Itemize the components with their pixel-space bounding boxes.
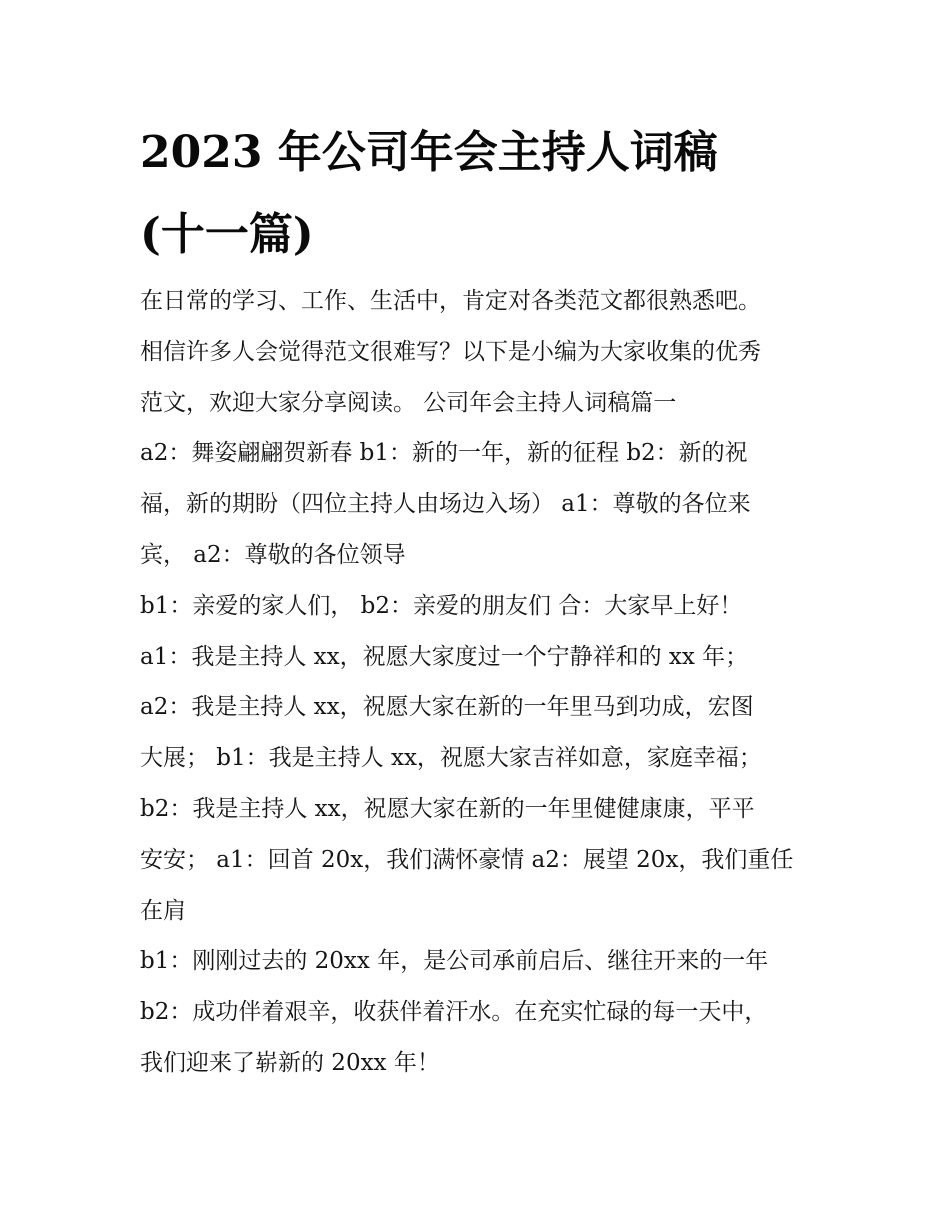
body-line: a2：我是主持人 xx，祝愿大家在新的一年里马到功成，宏图 <box>140 694 754 721</box>
body-line: 范文，欢迎大家分享阅读。 公司年会主持人词稿篇一 <box>140 389 677 416</box>
body-line: b1：刚刚过去的 20xx 年，是公司承前启后、继往开来的一年 <box>140 948 769 975</box>
body-line: 相信许多人会觉得范文很难写？以下是小编为大家收集的优秀 <box>140 338 761 365</box>
body-line: 宾， a2：尊敬的各位领导 <box>140 541 406 568</box>
body-line: b2：我是主持人 xx，祝愿大家在新的一年里健健康康，平平 <box>140 795 755 822</box>
body-line: 福，新的期盼（四位主持人由场边入场） a1：尊敬的各位来 <box>140 491 751 518</box>
title-line: (十一篇) <box>140 209 314 260</box>
body-line: a1：我是主持人 xx，祝愿大家度过一个宁静祥和的 xx 年； <box>140 643 749 670</box>
body-line: 在肩 <box>140 897 186 924</box>
title-line: 2023 年公司年会主持人词稿 <box>140 127 718 178</box>
body-line: 我们迎来了崭新的 20xx 年！ <box>140 1049 440 1076</box>
body-line: 大展； b1：我是主持人 xx，祝愿大家吉祥如意，家庭幸福； <box>140 745 762 772</box>
document-title <box>140 112 840 276</box>
body-line: a2：舞姿翩翩贺新春 b1：新的一年，新的征程 b2：新的祝 <box>140 440 748 467</box>
document-body <box>140 276 830 1089</box>
body-line: 在日常的学习、工作、生活中，肯定对各类范文都很熟悉吧。 <box>140 288 761 314</box>
body-line: 安安； a1：回首 20x，我们满怀豪情 a2：展望 20x，我们重任 <box>140 846 794 873</box>
body-line: b2：成功伴着艰辛，收获伴着汗水。在充实忙碌的每一天中， <box>140 999 768 1026</box>
body-line: b1：亲爱的家人们， b2：亲爱的朋友们 合：大家早上好！ <box>140 592 743 619</box>
